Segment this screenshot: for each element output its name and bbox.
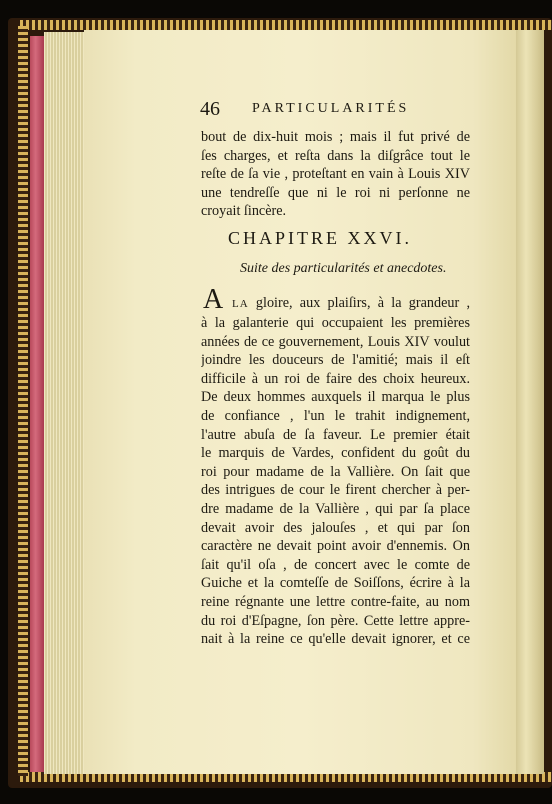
text-line: devait avoir des jalouſes , et qui par ſon [201,519,470,536]
text-line: De deux hommes auxquels il marqua le plus [201,389,470,406]
text-line: reſte de ſa vie , proteſtant en vain à Louis XIV [201,166,470,183]
text-line: l'autre abuſa de ſa faveur. Le premier était [201,426,470,443]
text-line: joindre les douceurs de l'amitié; mais il eſt [201,352,470,369]
continuation-text [201,128,470,221]
page-header [200,98,440,122]
text-line: du roi d'Eſpagne, ſon père. Cette lettre appre- [201,612,470,629]
text-line: croyait ſincère. [201,203,287,220]
text-line: difficile à un roi de faire des choix heureux. [201,370,470,387]
text-line: nait à la reine ce qu'elle devait ignorer, et ce [201,631,470,648]
running-title: PARTICULARITÉS [252,101,410,116]
chapter-title: CHAPITRE XXVI. [228,228,412,248]
text-line: Guiche et la comteſſe de Soiſſons, écrire à la [201,575,470,592]
text-line: caractère ne devait point avoir d'ennemis. On [201,538,470,555]
text-line: bout de dix-huit mois ; mais il fut privé de [201,129,470,145]
gilt-border-left [18,26,28,776]
small-caps-word: LA [232,298,249,310]
chapter-subtitle: Suite des particularités et anecdotes. [240,261,447,276]
marbled-endpaper [30,36,44,772]
text-line: ſait qu'il oſa , de concert avec le comte de [201,556,470,573]
text-line: années de ce gouvernement, Louis XIV voulut [201,333,470,350]
paragraph-first-line [232,295,470,312]
text-line: des intrigues de cour le firent chercher à per- [201,482,470,499]
text-line: une tendreſſe que ni le roi ni perſonne ne [201,184,470,201]
page-number: 46 [200,98,220,120]
text-line: le marquis de Vardes, confident du goût du [201,445,470,462]
paragraph-body [201,314,470,649]
gilt-border-top [20,20,552,30]
text-line: roi pour madame de la Vallière. On ſait que [201,463,470,480]
first-line-text: gloire, aux plaiſirs, à la grandeur , [255,295,470,311]
page-edges-left [44,32,86,774]
text-line: de confiance , l'un le trahit indignement, [201,407,470,424]
page-edges-right [514,30,544,774]
text-line: ſes charges, et reſta dans la diſgrâce tout le [201,147,470,164]
text-line: dre madame de la Vallière , qui par ſa place [201,500,470,517]
text-line: reine régnante une lettre contre-faite, au nom [201,593,470,610]
text-line: à la galanterie qui occupaient les premières [201,315,470,331]
drop-cap: A [203,284,224,315]
